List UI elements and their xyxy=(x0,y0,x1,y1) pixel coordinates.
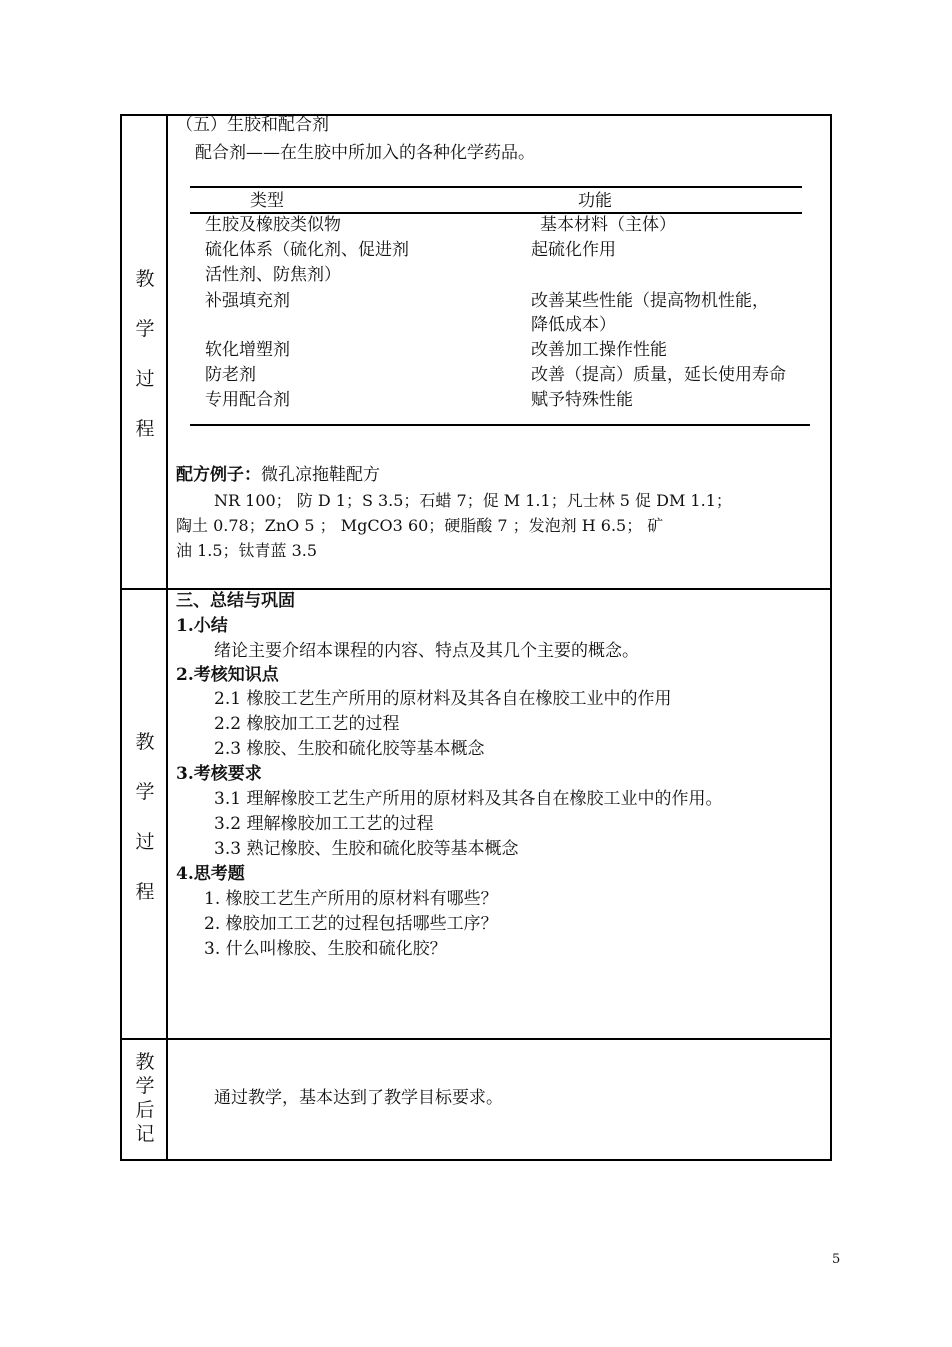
row-divider-2 xyxy=(120,1038,832,1040)
row-type: 补强填充剂 xyxy=(205,291,290,311)
row-function: 改善加工操作性能 xyxy=(531,340,667,360)
formula-line-1: NR 100； 防 D 1；S 3.5；石蜡 7；促 M 1.1；凡士林 5 促 DM 1.1； xyxy=(214,491,732,510)
row-type: 硫化体系（硫化剂、促进剂 xyxy=(205,240,409,260)
example-heading xyxy=(176,467,380,484)
row-function: 赋予特殊性能 xyxy=(531,390,633,410)
row-divider-1 xyxy=(120,588,832,590)
row-function: 改善（提高）质量，延长使用寿命 xyxy=(531,365,786,385)
example-label: 配方例子： xyxy=(176,465,261,485)
subsection-title: 4.思考题 xyxy=(176,864,245,884)
column-header-function: 功能 xyxy=(578,191,612,211)
row-type: 活性剂、防焦剂） xyxy=(205,265,341,285)
page-number: 5 xyxy=(832,1252,841,1267)
section-heading: （五）生胶和配合剂 xyxy=(176,115,329,135)
row-type: 生胶及橡胶类似物 xyxy=(205,215,341,235)
side-label-2: 教 学 过 程 xyxy=(135,731,155,903)
row-function: 改善某些性能（提高物机性能， xyxy=(531,291,769,311)
row-type: 防老剂 xyxy=(205,365,256,385)
column-divider xyxy=(166,114,168,1161)
definition-text: 配合剂——在生胶中所加入的各种化学药品。 xyxy=(195,143,535,163)
question-item: 1. 橡胶工艺生产所用的原材料有哪些？ xyxy=(204,889,498,909)
list-item: 3.2 理解橡胶加工工艺的过程 xyxy=(214,814,434,834)
row-function: 基本材料（主体） xyxy=(540,215,676,235)
row-type: 专用配合剂 xyxy=(205,390,290,410)
side-label-1: 教 学 过 程 xyxy=(135,268,155,440)
subsection-title: 3.考核要求 xyxy=(176,764,262,784)
summary-heading: 三、总结与巩固 xyxy=(176,591,295,611)
question-item: 2. 橡胶加工工艺的过程包括哪些工序？ xyxy=(204,914,498,934)
subsection-title: 1.小结 xyxy=(176,616,228,636)
summary-text: 绪论主要介绍本课程的内容、特点及其几个主要的概念。 xyxy=(214,641,639,661)
example-title: 微孔凉拖鞋配方 xyxy=(261,465,380,485)
table-header-rule xyxy=(190,212,802,214)
list-item: 3.1 理解橡胶工艺生产所用的原材料及其各自在橡胶工业中的作用。 xyxy=(214,789,723,809)
row-function: 起硫化作用 xyxy=(531,240,616,260)
formula-line-3: 油 1.5；钛青蓝 3.5 xyxy=(176,541,318,560)
list-item: 2.2 橡胶加工工艺的过程 xyxy=(214,714,400,734)
list-item: 2.1 橡胶工艺生产所用的原材料及其各自在橡胶工业中的作用 xyxy=(214,689,672,709)
formula-line-2: 陶土 0.78；ZnO 5 ； MgCO3 60；硬脂酸 7 ；发泡剂 H 6.5； 矿 xyxy=(176,516,664,535)
row-type: 软化增塑剂 xyxy=(205,340,290,360)
question-item: 3. 什么叫橡胶、生胶和硫化胶？ xyxy=(204,939,447,959)
list-item: 2.3 橡胶、生胶和硫化胶等基本概念 xyxy=(214,739,485,759)
side-label-3: 教 学 后 记 xyxy=(135,1051,155,1145)
column-header-type: 类型 xyxy=(250,191,284,211)
list-item: 3.3 熟记橡胶、生胶和硫化胶等基本概念 xyxy=(214,839,519,859)
table-bottom-rule xyxy=(190,424,810,426)
row-function: 降低成本） xyxy=(531,315,616,335)
subsection-title: 2.考核知识点 xyxy=(176,665,279,685)
postscript-text: 通过教学，基本达到了教学目标要求。 xyxy=(214,1088,503,1108)
table-top-rule xyxy=(190,186,802,188)
